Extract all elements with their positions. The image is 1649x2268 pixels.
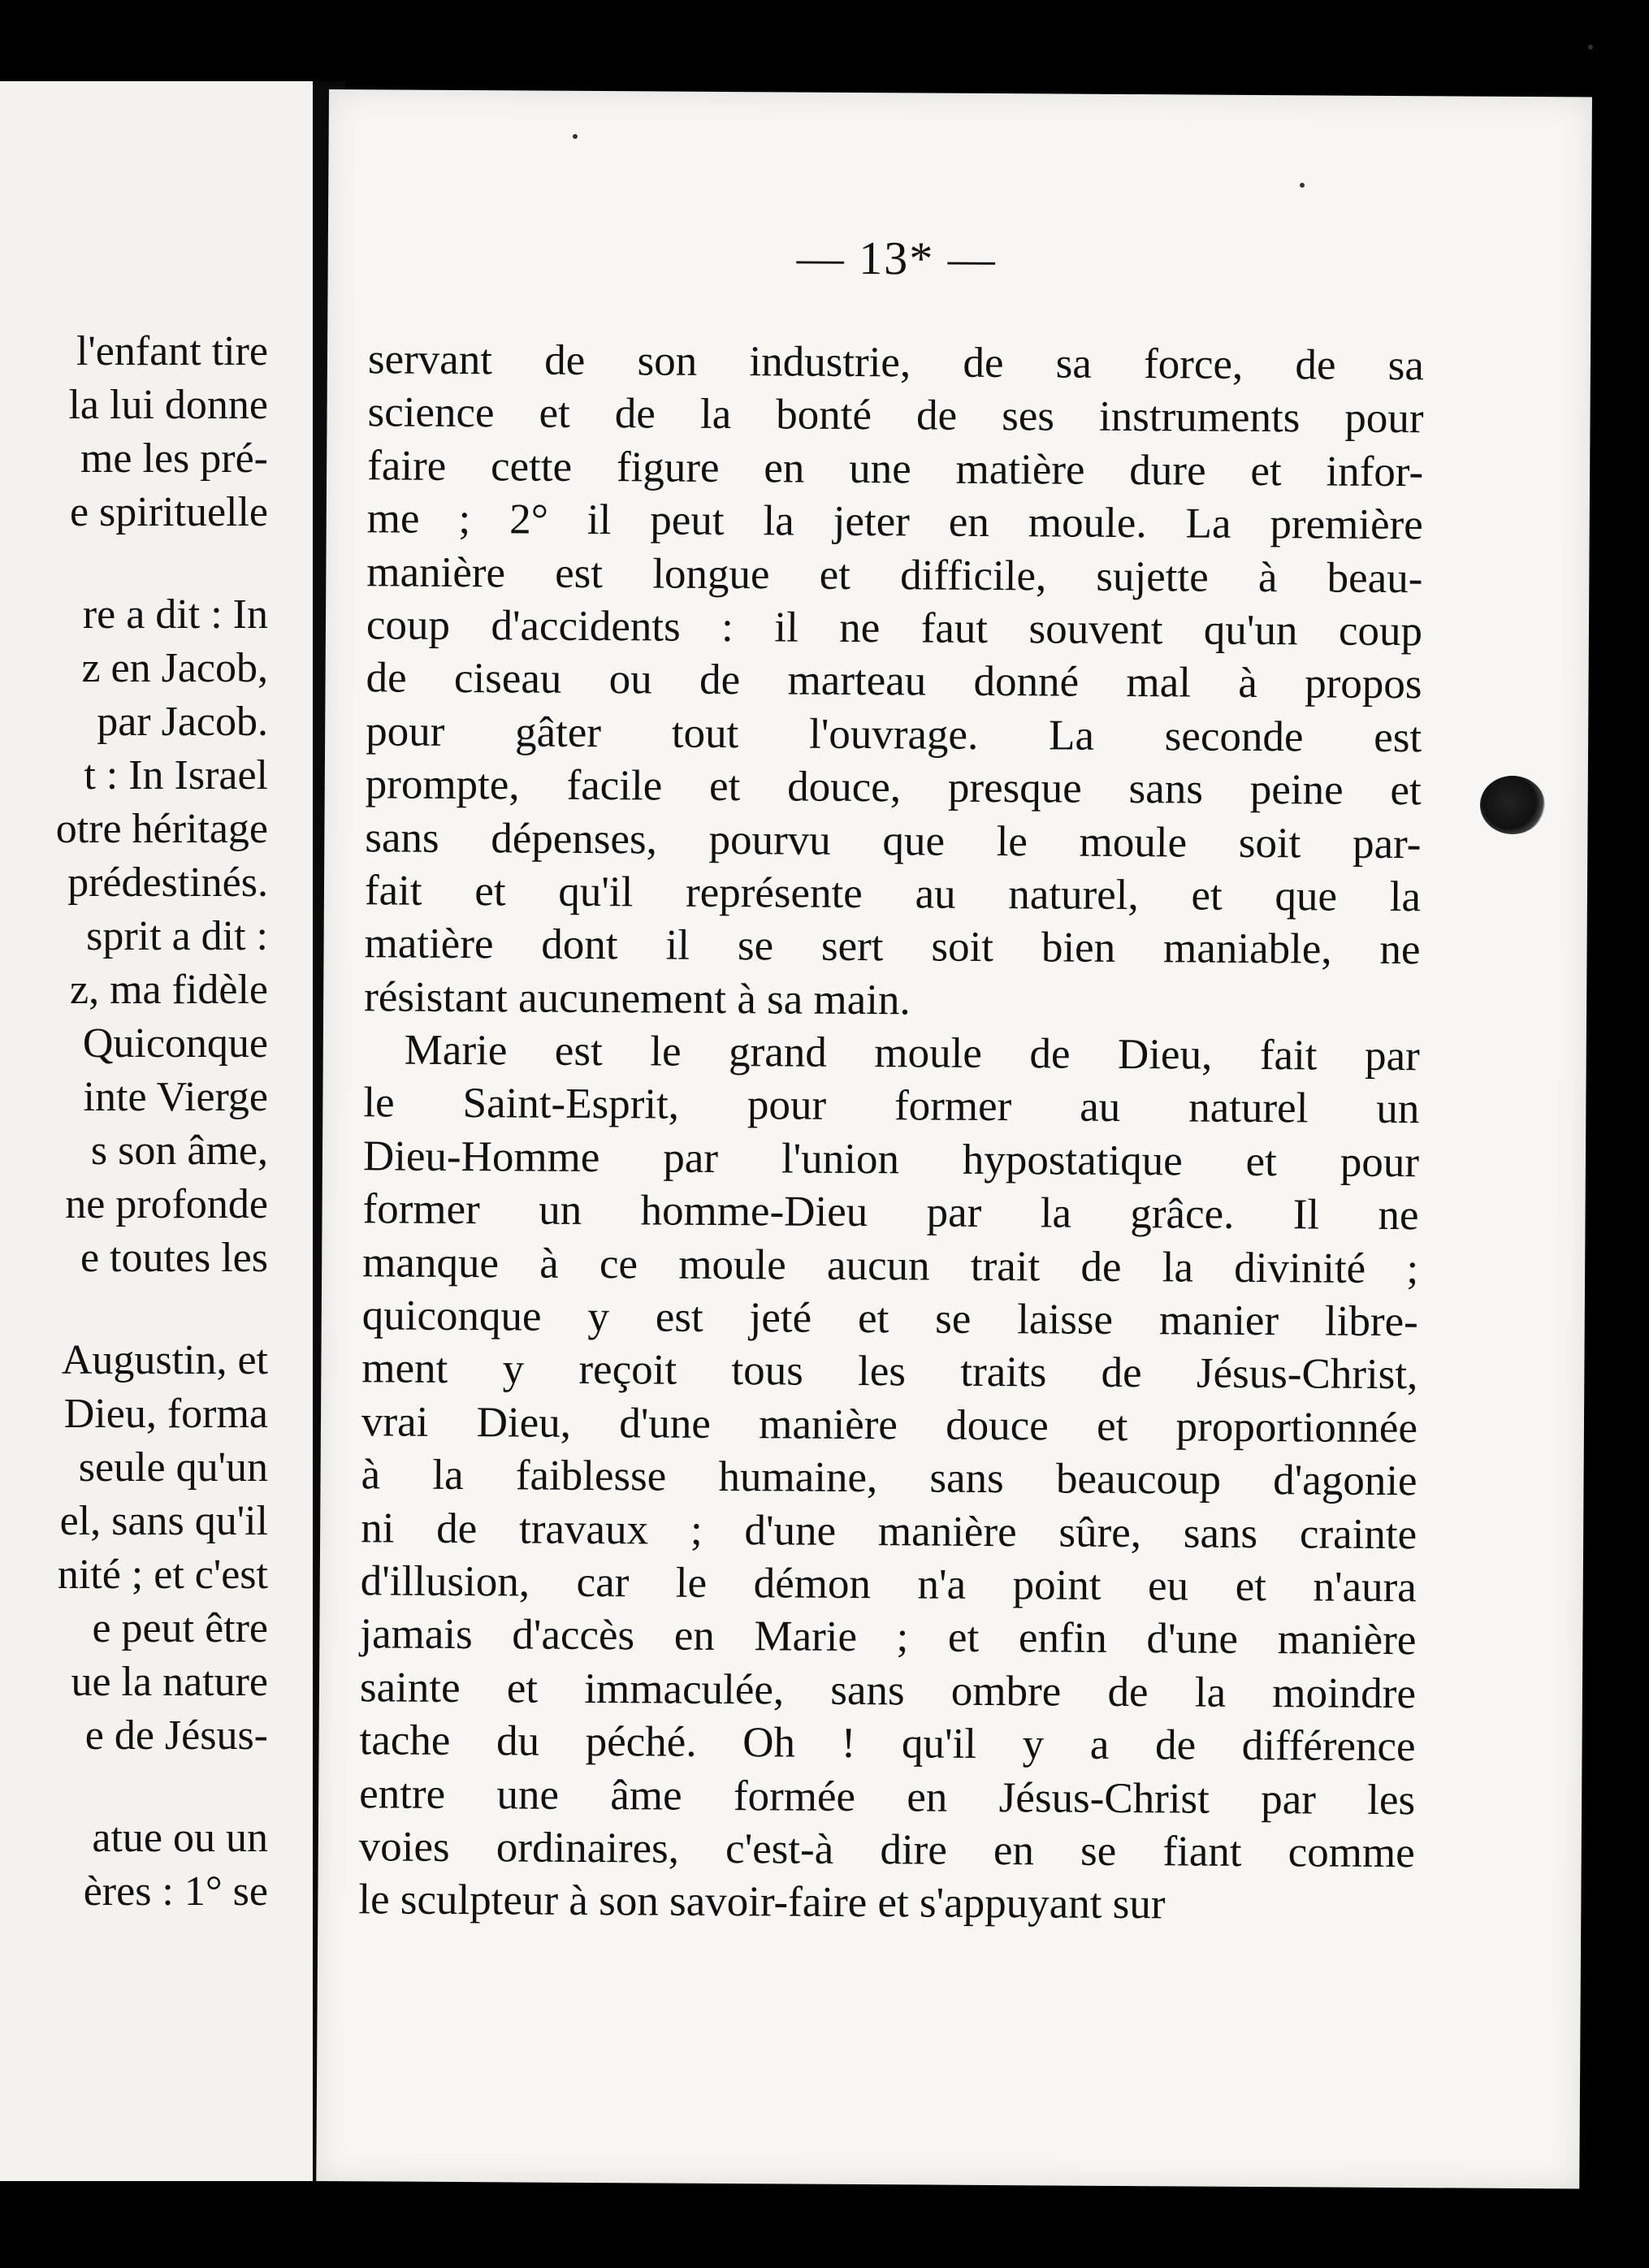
text-line: ni de travaux ; d'une manière sûre, sans crainte: [361, 1504, 1417, 1558]
current-page: [316, 89, 1592, 2188]
text-line: manque à ce moule aucun trait de la divinité ;: [362, 1238, 1419, 1292]
previous-page-line: el, sans qu'il: [59, 1498, 268, 1544]
paragraph-1: [364, 333, 1424, 1030]
previous-page-line: par Jacob.: [97, 699, 268, 745]
text-line: manière est longue et difficile, sujette à beau-: [366, 548, 1423, 602]
text-line: sainte et immaculée, sans ombre de la moindre: [359, 1664, 1417, 1717]
text-line: quiconque y est jeté et se laisse manier libre-: [361, 1292, 1418, 1346]
text-line: tache du péché. Oh ! qu'il y a de différence: [359, 1716, 1416, 1771]
text-line: entre une âme formée en Jésus-Christ par les: [359, 1769, 1416, 1824]
text-line: d'illusion, car le démon n'a point eu et n'aura: [360, 1557, 1417, 1612]
previous-page-line: seule qu'un: [78, 1444, 268, 1491]
text-line: servant de son industrie, de sa force, de sa: [367, 335, 1425, 390]
previous-page-line: [0, 1285, 268, 1334]
previous-page-line: Augustin, et: [61, 1337, 268, 1383]
text-line: le Saint-Esprit, pour former au naturel un: [363, 1079, 1420, 1133]
film-speck: [1588, 45, 1593, 50]
text-line: pour gâter tout l'ouvrage. La seconde est: [365, 708, 1422, 761]
previous-page-line: me les pré-: [80, 435, 268, 482]
text-line: me ; 2° il peut la jeter en moule. La première: [366, 495, 1423, 549]
text-line: voies ordinaires, c'est-à dire en se fiant comme: [358, 1823, 1415, 1877]
previous-page-line: z en Jacob,: [81, 645, 268, 691]
previous-page-line: re a dit : In: [82, 591, 268, 638]
text-line: sans dépenses, pourvu que le moule soit par-: [365, 813, 1422, 868]
page-body: [358, 333, 1424, 1933]
text-line: à la faiblesse humaine, sans beaucoup d'agonie: [361, 1451, 1417, 1505]
previous-page-line: inte Vierge: [83, 1074, 268, 1120]
previous-page-line: ne profonde: [65, 1181, 268, 1227]
previous-page-line: [0, 1763, 268, 1811]
previous-page-fragment: [0, 81, 318, 2181]
previous-page-line: prédestinés.: [67, 859, 268, 906]
text-line: coup d'accidents : il ne faut souvent qu'un coup: [366, 601, 1423, 656]
text-line: former un homme-Dieu par la grâce. Il ne: [362, 1185, 1419, 1240]
text-line: prompte, facile et douce, presque sans peine et: [365, 760, 1422, 815]
text-line: ment y reçoit tous les traits de Jésus-Christ,: [361, 1344, 1418, 1399]
previous-page-line: s son âme,: [90, 1128, 268, 1174]
text-line: de ciseau ou de marteau donné mal à propos: [366, 654, 1422, 708]
previous-page-text: [0, 325, 268, 1919]
text-line: faire cette figure en une matière dure et infor-: [366, 442, 1424, 496]
film-blemish: [1480, 776, 1545, 834]
previous-page-line: z, ma fidèle: [70, 967, 268, 1013]
previous-page-line: otre héritage: [55, 806, 268, 852]
text-line: science et de la bonté de ses instruments pour: [367, 388, 1424, 443]
previous-page-line: sprit a dit :: [86, 913, 268, 959]
text-line: matière dont il se sert soit bien maniable, ne: [364, 920, 1421, 974]
text-line: Marie est le grand moule de Dieu, fait par: [404, 1026, 1420, 1080]
film-speck: [1300, 183, 1305, 188]
previous-page-line: e spirituelle: [69, 489, 268, 535]
previous-page-line: [0, 539, 268, 588]
previous-page-line: e de Jésus-: [84, 1712, 268, 1759]
page-number: — 13* —: [796, 231, 997, 286]
text-line: jamais d'accès en Marie ; et enfin d'une manière: [360, 1610, 1417, 1664]
previous-page-line: e peut être: [92, 1605, 268, 1651]
text-line: Dieu-Homme par l'union hypostatique et pour: [362, 1132, 1420, 1187]
paragraph-2: [358, 1024, 1420, 1933]
previous-page-line: ue la nature: [71, 1659, 268, 1705]
previous-page-line: l'enfant tire: [76, 328, 268, 374]
previous-page-line: e toutes les: [80, 1235, 268, 1281]
previous-page-line: nité ; et c'est: [57, 1552, 268, 1598]
previous-page-line: ères : 1° se: [83, 1868, 268, 1915]
previous-page-line: la lui donne: [68, 382, 268, 428]
text-line: vrai Dieu, d'une manière douce et proportionnée: [361, 1398, 1418, 1452]
film-speck: [573, 134, 578, 139]
previous-page-line: atue ou un: [92, 1815, 268, 1861]
text-line: résistant aucunement à sa main.: [364, 972, 911, 1024]
previous-page-line: Quiconque: [82, 1020, 268, 1067]
previous-page-line: Dieu, forma: [63, 1391, 268, 1437]
text-line: fait et qu'il représente au naturel, et que la: [364, 867, 1422, 921]
text-line: le sculpteur à son savoir-faire et s'appuyant sur: [358, 1876, 1166, 1928]
previous-page-line: t : In Israel: [84, 752, 268, 799]
